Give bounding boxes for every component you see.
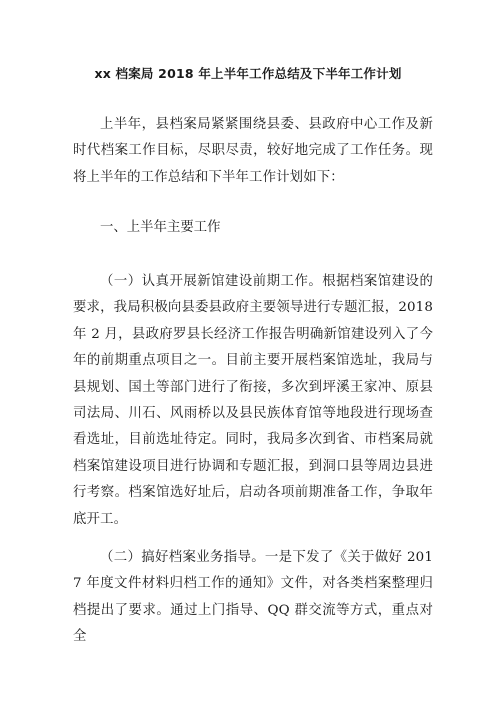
document-title: xx 档案局 2018 年上半年工作总结及下半年工作计划 <box>94 66 402 81</box>
item-1-paragraph <box>73 269 433 533</box>
item-2-paragraph <box>73 545 433 651</box>
intro-text: 上半年，县档案局紧紧围绕县委、县政府中心工作及新时代档案工作目标，尽职尽责，较好地完成了工作任务。现将上半年的工作总结和下半年工作计划如下： <box>73 117 433 185</box>
item-2-text: （二）搞好档案业务指导。一是下发了《关于做好 2017 年度文件材料归档工作的通知》文件，对各类档案整理归档提出了要求。通过上门指导、QQ 群交流等方式，重点对全 <box>73 550 433 645</box>
item-1-text: （一）认真开展新馆建设前期工作。根据档案馆建设的要求，我局积极向县委县政府主要领导进行专题汇报，2018 年 2 月，县政府罗县长经济工作报告明确新馆建设列入了今年的前期重点项目之一。目前主要开展档案馆选址，我局与县规划、国土等部门进行了衔接，多次到坪溪王家冲、原县司法局、川石、风雨桥以及县民族体育馆等地段进行现场查看选址，目前选址待定。同时，我局多次到省、市档案局就档案馆建设项目进行协调和专题汇报，到洞口县等周边县进行考察。档案馆选好址后，启动各项前期准备工作，争取年底开工。 <box>73 274 433 527</box>
section-heading: 一、上半年主要工作 <box>100 220 221 235</box>
intro-paragraph <box>73 112 433 191</box>
